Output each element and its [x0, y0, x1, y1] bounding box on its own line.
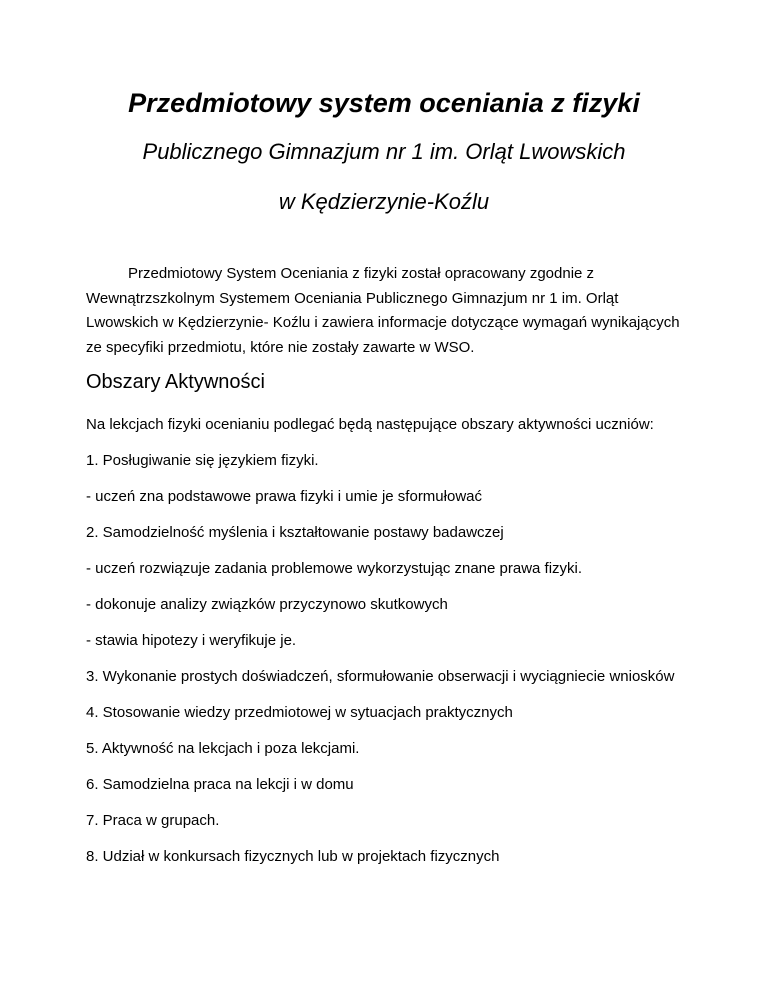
activity-areas-list: [86, 413, 686, 881]
list-item: 1. Posługiwanie się językiem fizyki.: [86, 452, 319, 469]
document-subtitle-line2: w Kędzierzynie-Koźlu: [278, 189, 490, 214]
list-intro: Na lekcjach fizyki ocenianiu podlegać będą następujące obszary aktywności uczniów:: [86, 416, 654, 433]
list-item: 5. Aktywność na lekcjach i poza lekcjami.: [86, 740, 360, 757]
list-item: - uczeń rozwiązuje zadania problemowe wykorzystując znane prawa fizyki.: [86, 560, 583, 577]
list-item: - uczeń zna podstawowe prawa fizyki i umie je sformułować: [86, 488, 482, 505]
list-item: 3. Wykonanie prostych doświadczeń, sformułowanie obserwacji i wyciągniecie wniosków: [86, 668, 675, 685]
document-title: Przedmiotowy system oceniania z fizyki: [128, 88, 640, 118]
intro-paragraph: Przedmiotowy System Oceniania z fizyki został opracowany zgodnie z Wewnątrzszkolnym Systemem Oceniania Publicznego Gimnazjum nr 1 im. Orląt Lwowskich w Kędzierzynie- Koźlu i zawiera informacje dotyczące wymagań wynikających ze specyfiki przedmiotu, które nie zostały zawarte w WSO.: [86, 265, 680, 356]
list-item: - dokonuje analizy związków przyczynowo skutkowych: [86, 596, 448, 613]
list-item: - stawia hipotezy i weryfikuje je.: [86, 632, 297, 649]
section-heading: Obszary Aktywności: [86, 371, 265, 393]
document-subtitle-line1: Publicznego Gimnazjum nr 1 im. Orląt Lwowskich: [142, 139, 626, 164]
list-item: 4. Stosowanie wiedzy przedmiotowej w sytuacjach praktycznych: [86, 704, 513, 721]
list-item: 7. Praca w grupach.: [86, 812, 220, 829]
list-item: 2. Samodzielność myślenia i kształtowanie postawy badawczej: [86, 524, 504, 541]
list-item: 8. Udział w konkursach fizycznych lub w projektach fizycznych: [86, 848, 500, 865]
list-item: 6. Samodzielna praca na lekcji i w domu: [86, 776, 354, 793]
